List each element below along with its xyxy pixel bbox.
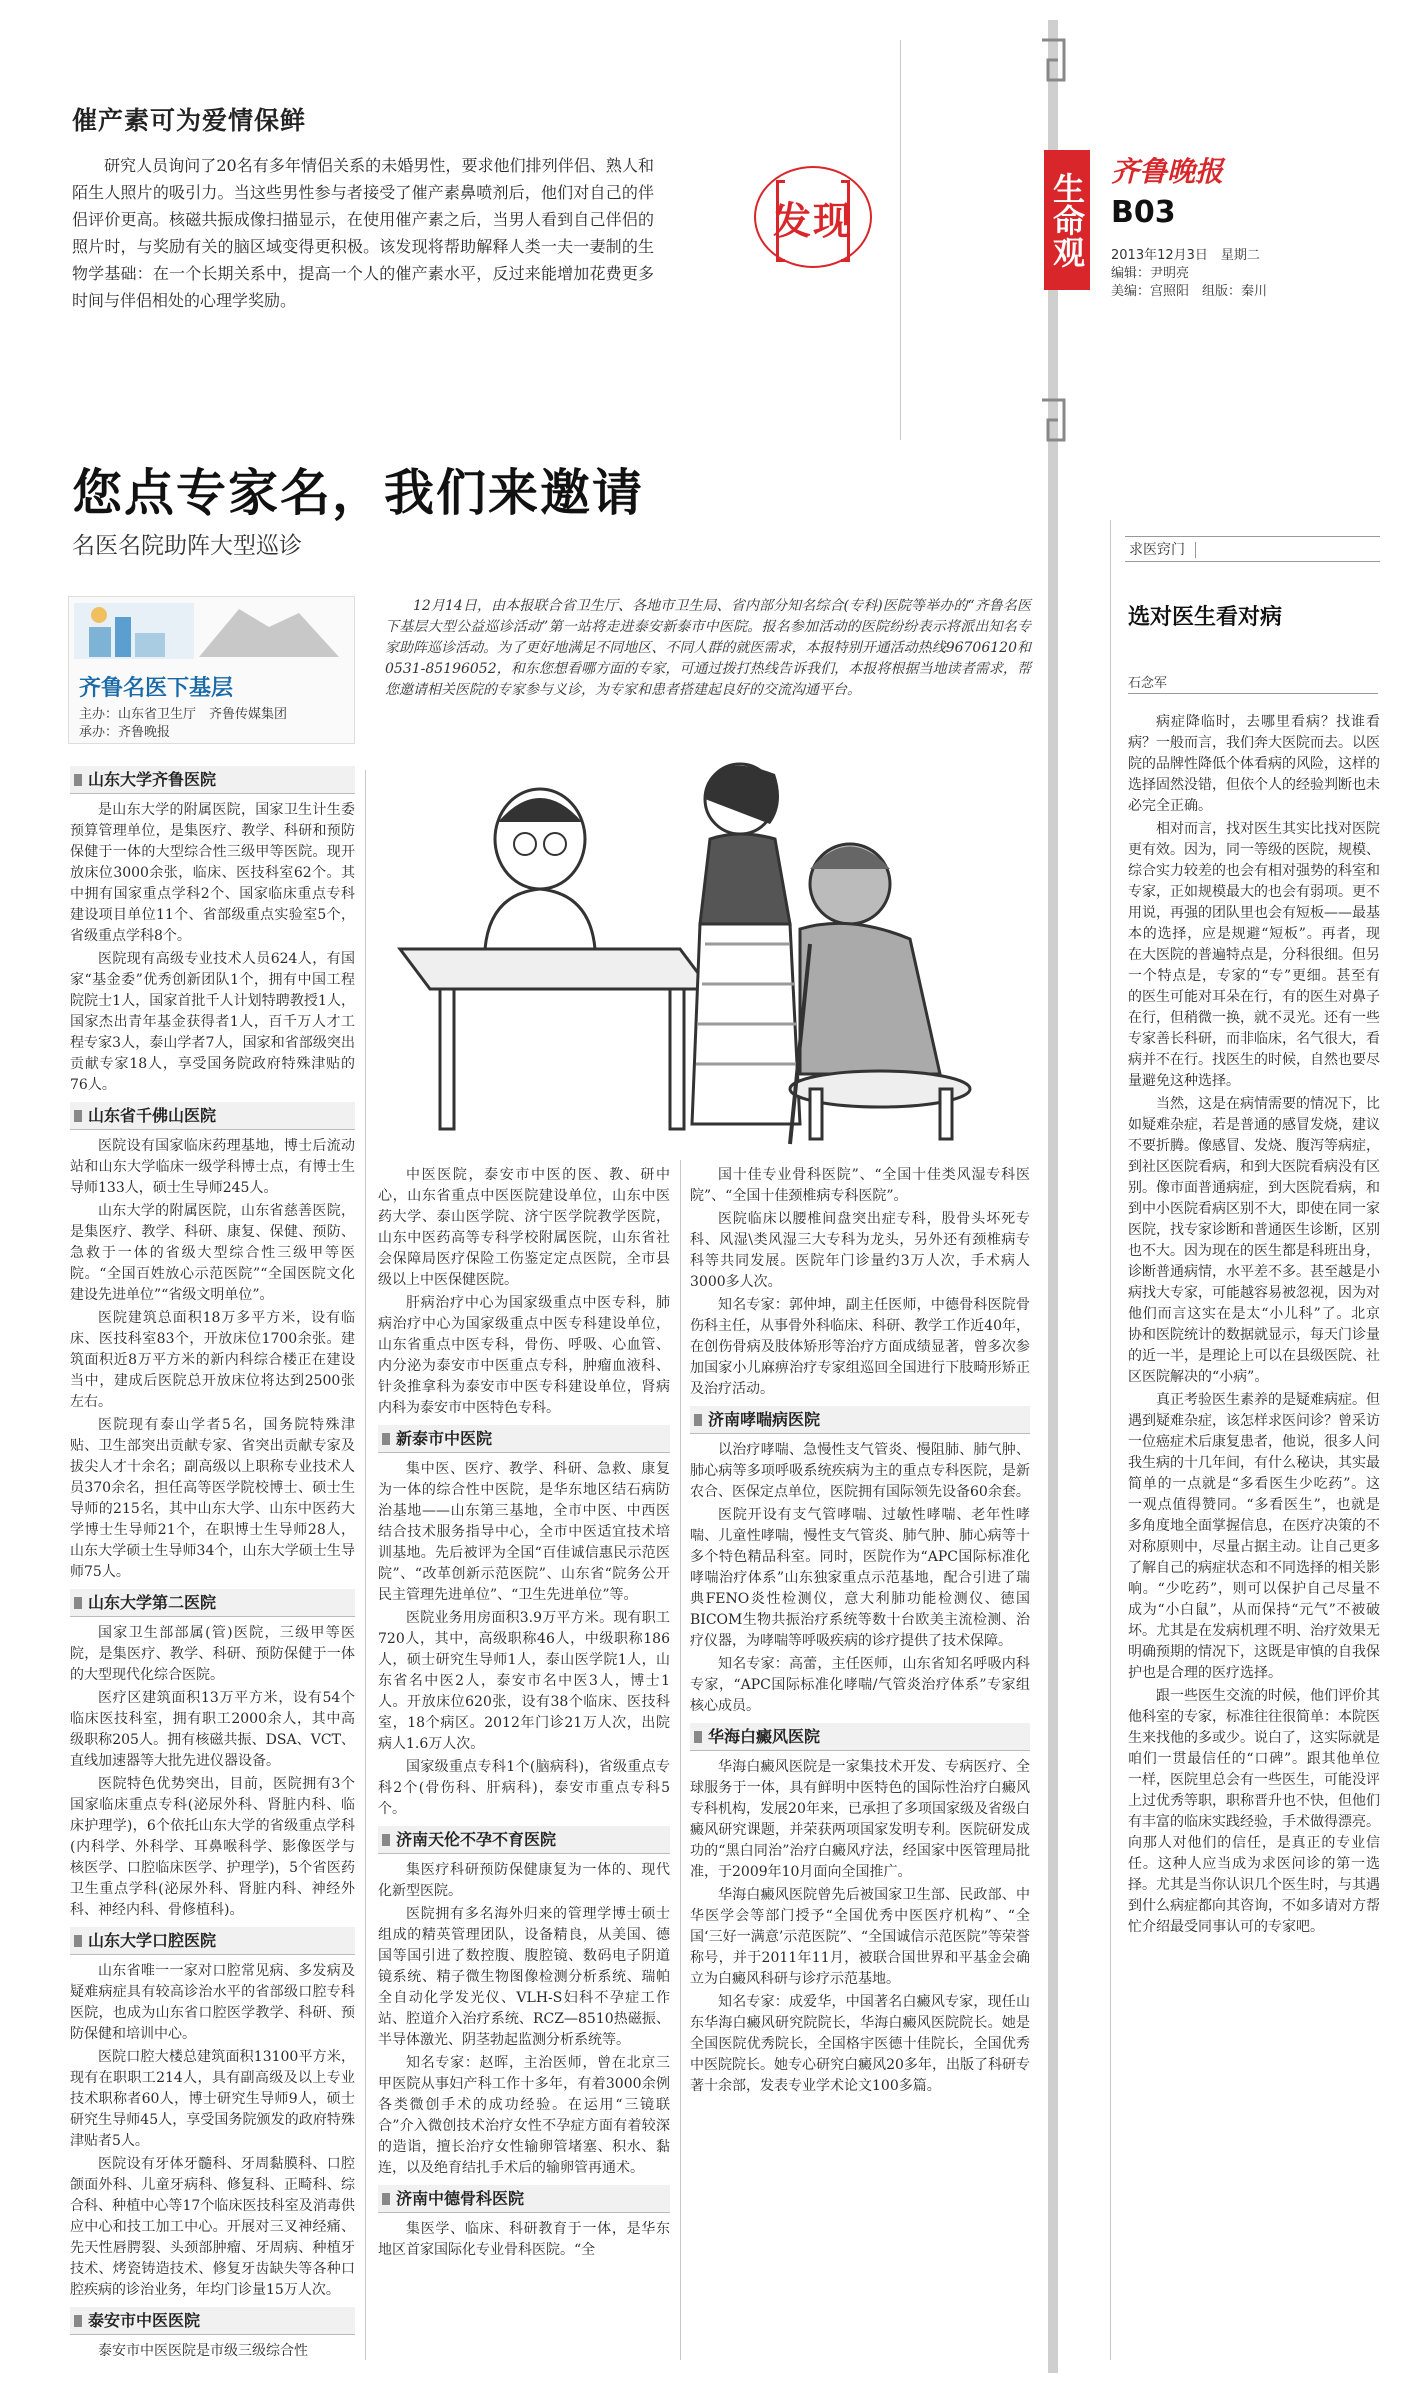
paragraph: 国家卫生部部属(管)医院，三级甲等医院，是集医疗、教学、科研、预防保健于一体的大型现代化综合医院。 bbox=[70, 1625, 355, 1683]
paragraph: 知名专家：赵晖，主治医师，曾在北京三甲医院从事妇产科工作十多年，有着3000余例各类微创手术的成功经验。在运用“三镜联合”介入微创技术治疗女性不孕症方面有着较深的造诣，擅长治疗女性输卵管堵塞、积水、黏连，以及绝育结扎手术后的输卵管再通术。 bbox=[378, 2055, 670, 2176]
paragraph: 医院临床以腰椎间盘突出症专科，股骨头坏死专科、风湿\类风湿三大专科为龙头，另外还有颈椎病专科等共同发展。医院年门诊量约3万人次，手术病人3000多人次。 bbox=[690, 1211, 1030, 1290]
paragraph: 集医疗科研预防保健康复为一体的、现代化新型医院。 bbox=[378, 1862, 670, 1899]
page-number: B03 bbox=[1111, 195, 1176, 230]
article1-body bbox=[72, 152, 654, 316]
section-head-qilu-hospital: 山东大学齐鲁医院 bbox=[70, 766, 355, 794]
sidebar-body bbox=[1128, 712, 1380, 1940]
paragraph: 医疗区建筑面积13万平方米，设有54个临床医技科室，拥有职工2000余人，其中高级职称205人。拥有核磁共振、DSA、VCT、直线加速器等大批先进仪器设备。 bbox=[70, 1690, 355, 1769]
doctor-consultation-illustration bbox=[380, 744, 1030, 1162]
section-head-qianfoshan-hospital: 山东省千佛山医院 bbox=[70, 1102, 355, 1130]
main-column-3 bbox=[690, 1165, 1030, 2099]
paragraph: 医院口腔大楼总建筑面积13100平方米，现有在职职工214人，具有副高级及以上专业技术职称者60人，博士研究生导师9人，硕士研究生导师45人，享受国务院颁发的政府特殊津贴者5人。 bbox=[70, 2049, 355, 2149]
issue-date: 2013年12月3日 星期二 bbox=[1111, 248, 1260, 263]
article1-paragraph: 研究人员询问了20名有多年情侣关系的未婚男性，要求他们排列伴侣、熟人和陌生人照片的吸引力。当这些男性参与者接受了催产素鼻喷剂后，他们对自己的伴侣评价更高。核磁共振成像扫描显示，在使用催产素之后，当男人看到自己伴侣的照片时，与奖励有关的脑区域变得更积极。该发现将帮助解释人类一夫一妻制的生物学基础：在一个长期关系中，提高一个人的催产素水平，反过来能增加花费更多时间与伴侣相处的心理学奖励。 bbox=[72, 156, 654, 310]
paragraph: 国十佳专业骨科医院”、“全国十佳类风湿专科医院”、“全国十佳颈椎病专科医院”。 bbox=[690, 1167, 1030, 1204]
paper-logo: 齐鲁晚报 bbox=[1111, 155, 1224, 188]
paragraph: 病症降临时，去哪里看病？找谁看病？一般而言，我们奔大医院而去。以医院的品牌性降低个体看病的风险，这样的选择固然没错，但依个人的经验判断也未必完全正确。 bbox=[1128, 714, 1380, 814]
banner-organizer: 主办：山东省卫生厅 齐鲁传媒集团 bbox=[79, 707, 288, 722]
meander-pattern-icon bbox=[1040, 20, 1066, 2373]
section-head-zhongde-hospital: 济南中德骨科医院 bbox=[378, 2185, 670, 2213]
paragraph: 知名专家：成爱华，中国著名白癜风专家，现任山东华海白癜风研究院院长，华海白癜风医院院长。她是全国医院优秀院长，全国格宇医德十佳院长，全国优秀中医院院长。她专心研究白癜风20多年，出版了科研专著十余部，发表专业学术论文100多篇。 bbox=[690, 1994, 1030, 2094]
sidebar-column-label bbox=[1125, 536, 1380, 562]
banner-title: 齐鲁名医下基层 bbox=[79, 676, 234, 701]
paragraph: 医院建筑总面积18万多平方米，设有临床、医技科室83个，开放床位1700余张。建筑面积近8万平方米的新内科综合楼正在建设当中，建成后医院总开放床位将达到2500张左右。 bbox=[70, 1310, 355, 1410]
city-skyline-icon bbox=[69, 597, 354, 667]
main-intro-text: 12月14日，由本报联合省卫生厅、各地市卫生局、省内部分知名综合(专科)医院等举办的“齐鲁名医下基层大型公益巡诊活动”第一站将走进泰安新泰市中医院。报名参加活动的医院纷纷表示将派出知名专家助阵巡诊活动。为了更好地满足不同地区、不同人群的就医需求，本报特别开通活动热线96706120和0531-85196052，和东您想看哪方面的专家，可通过拨打热线告诉我们，本报将根据当地读者需求，帮您邀请相关医院的专家参与义诊，为专家和患者搭建起良好的交流沟通平台。 bbox=[385, 598, 1031, 698]
editor-credit: 编辑：尹明亮 bbox=[1111, 266, 1190, 281]
paragraph: 医院设有国家临床药理基地，博士后流动站和山东大学临床一级学科博士点，有博士生导师133人，硕士生导师245人。 bbox=[70, 1138, 355, 1196]
paragraph: 医院特色优势突出，目前，医院拥有3个国家临床重点专科(泌尿外科、肾脏内科、临床护理学)，6个依托山东大学的省级重点学科(内科学、外科学、耳鼻喉科学、影像医学与核医学、口腔临床医学、护理学)，5个省医药卫生重点学科(泌尿外科、肾脏内科、神经外科、神经内科、骨修植科)。 bbox=[70, 1776, 355, 1918]
paragraph: 是山东大学的附属医院，国家卫生计生委预算管理单位，是集医疗、教学、科研和预防保健于一体的大型综合性三级甲等医院。现开放床位3000余张，临床、医技科室62个。其中拥有国家重点学科2个、国家临床重点专科建设项目单位11个、省部级重点实验室5个，省级重点学科8个。 bbox=[70, 802, 355, 944]
paragraph: 真正考验医生素养的是疑难病症。但遇到疑难杂症，该怎样求医问诊？曾采访一位癌症术后康复患者，他说，很多人问我生病的十几年间，有什么秘诀，其实最简单的一点就是“多看医生少吃药”。这一观点值得赞同。“多看医生”，也就是多角度地全面掌握信息，在医疗决策的不对称原则中，尽量占据主动。让自己更多了解自己的病症状态和不同选择的相关影响。“少吃药”，则可以保护自己尽量不成为“小白鼠”，从而保持“元气”不被破坏。尤其是在发病机理不明、治疗效果无明确预期的情况下，这既是审慎的自我保护也是合理的医疗选择。 bbox=[1128, 1392, 1380, 1681]
decorative-border bbox=[1040, 20, 1066, 2373]
section-head-asthma-hospital: 济南哮喘病医院 bbox=[690, 1406, 1030, 1434]
paragraph: 中医医院，泰安市中医的医、教、研中心，山东省重点中医医院建设单位，山东中医药大学、泰山医学院、济宁医学院教学医院，山东中医药高等专科学校附属医院，山东省社会保障局医疗保险工伤鉴定定点医院，全市县级以上中医保健医院。 bbox=[378, 1167, 670, 1288]
event-banner bbox=[68, 596, 355, 744]
paragraph: 集医学、临床、科研教育于一体，是华东地区首家国际化专业骨科医院。“全 bbox=[378, 2221, 670, 2258]
discovery-tag-label: 发现 bbox=[772, 198, 853, 243]
paragraph: 医院设有牙体牙髓科、牙周黏膜科、口腔颌面外科、儿童牙病科、修复科、正畸科、综合科、种植中心等17个临床医技科室及消毒供应中心和技工加工中心。开展对三叉神经痛、先天性唇腭裂、头颈部肿瘤、牙周病、种植牙技术、烤瓷铸造技术、修复牙齿缺失等各种口腔疾病的诊治业务，年均门诊量15万人次。 bbox=[70, 2156, 355, 2298]
doctor-patient-icon bbox=[380, 744, 1030, 1162]
paragraph: 国家级重点专科1个(脑病科)，省级重点专科2个(骨伤科、肝病科)，泰安市重点专科5个。 bbox=[378, 1759, 670, 1817]
main-column-2 bbox=[378, 1165, 670, 2263]
main-title: 您点专家名，我们来邀请 bbox=[72, 464, 644, 522]
paragraph: 泰安市中医医院是市级三级综合性 bbox=[98, 2343, 308, 2359]
paragraph: 山东省唯一一家对口腔常见病、多发病及疑难病症具有较高诊治水平的省部级口腔专科医院，也成为山东省口腔医学教学、科研、预防保健和培训中心。 bbox=[70, 1963, 355, 2042]
paragraph: 医院现有泰山学者5名，国务院特殊津贴、卫生部突出贡献专家、省突出贡献专家及拔尖人才十余名；副高级以上职称专业技术人员370余名，担任高等医学院校博士、硕士生导师的215名，其中山东大学、山东中医药大学博士生导师21个，在职博士生导师28人，山东大学硕士生导师34个，山东大学硕士生导师75人。 bbox=[70, 1417, 355, 1580]
paragraph: 集中医、医疗、教学、科研、急救、康复为一体的综合性中医院，是华东地区结石病防治基地——山东第三基地，全市中医、中西医结合技术服务指导中心，全市中医适宜技术培训基地。先后被评为全国“百佳诚信惠民示范医院”、“改革创新示范医院”、山东省“院务公开民主管理先进单位”、“卫生先进单位”等。 bbox=[378, 1461, 670, 1603]
main-column-1 bbox=[70, 760, 355, 2364]
sidebar-author: 石念军 bbox=[1128, 672, 1378, 694]
paragraph: 华海白癜风医院曾先后被国家卫生部、民政部、中华医学会等部门授予“全国优秀中医医疗机构”、“全国‘三好一满意’示范医院”、“全国诚信示范医院”等荣誉称号，并于2011年11月，被联合国世界和平基金会确立为白癜风科研与诊疗示范基地。 bbox=[690, 1887, 1030, 1987]
paragraph: 当然，这是在病情需要的情况下，比如疑难杂症，若是普通的感冒发烧，建议不要折腾。像感冒、发烧、腹泻等病症，到社区医院看病，和到大医院看病没有区别。像市面普通病症，到大医院看病，和到中小医院看病区别不大，即使在同一家医院，找专家诊断和普通医生诊断，区别也不大。因为现在的医生都是科班出身，诊断普通病情，水平差不多。甚至越是小病找大专家，可能越容易被忽视，因为对他们而言这实在是太“小儿科”了。北京协和医院统计的数据就显示，每天门诊量的近一半，是理论上可以在县级医院、社区医院解决的“小病”。 bbox=[1128, 1096, 1380, 1385]
paragraph: 医院业务用房面积3.9万平方米。现有职工720人，其中，高级职称46人，中级职称186人，硕士研究生导师1人，泰山医学院1人，山东省名中医2人，泰安市名中医3人，博士1人。开放床位620张，设有38个临床、医技科室，18个病区。2012年门诊21万人次，出院病人1.6万人次。 bbox=[378, 1610, 670, 1752]
paragraph: 相对而言，找对医生其实比找对医院更有效。因为，同一等级的医院，规模、综合实力较差的也会有相对强势的科室和专家，正如规模最大的也会有弱项。更不用说，再强的团队里也会有短板——最基本的选择，应是规避“短板”。再者，现在大医院的普遍特点是，分科很细。但另一个特点是，专家的“专”更细。甚至有的医生可能对耳朵在行，有的医生对鼻子在行，但稍微一换，就不灵光。还有一些专家善长科研，而非临床，名气很大，看病并不在行。找医生的时候，自然也要尽量避免这种选择。 bbox=[1128, 821, 1380, 1089]
paragraph: 跟一些医生交流的时候，他们评价其他科室的专家，标准往往很简单：本院医生来找他的多或少。说白了，这实际就是咱们一贯最信任的“口碑”。跟其他单位一样，医院里总会有一些医生，可能没评上过优秀等职，职称晋升也不快，但他们有丰富的临床实践经验，手术做得漂亮。向那人对他们的信任，是真正的专业信任。这种人应当成为求医问诊的第一选择。尤其是当你认识几个医生时，与其遇到什么病症都向其咨询，不如多请对方帮忙介绍最受同事认可的专家吧。 bbox=[1128, 1688, 1380, 1935]
section-head-xintai-tcm-hospital: 新泰市中医院 bbox=[378, 1425, 670, 1453]
sidebar-title: 选对医生看对病 bbox=[1128, 605, 1283, 630]
main-subtitle: 名医名院助阵大型巡诊 bbox=[72, 533, 302, 559]
article1-title: 催产素可为爱情保鲜 bbox=[72, 106, 307, 135]
section-head-huahai-hospital: 华海白癜风医院 bbox=[690, 1723, 1030, 1751]
paragraph: 肝病治疗中心为国家级重点中医专科，肺病治疗中心为国家级重点中医专科建设单位，山东省重点中医专科，骨伤、呼吸、心血管、内分泌为泰安市中医重点专科，肿瘤血液科、针灸推拿科为泰安市中医专科建设单位，肾病内科为泰安市中医特色专科。 bbox=[378, 1295, 670, 1416]
design-credit: 美编：宫照阳 组版：秦川 bbox=[1111, 284, 1268, 299]
discovery-tag bbox=[754, 166, 872, 268]
section-head-second-hospital: 山东大学第二医院 bbox=[70, 1589, 355, 1617]
paragraph: 医院拥有多名海外归来的管理学博士硕士组成的精英管理团队，设备精良，从美国、德国等国引进了数控腹、腹腔镜、数码电子阴道镜系统、精子微生物图像检测分析系统、瑞帕全自动化学发光仪、VLH-S妇科不孕症工作站、腔道介入治疗系统、RCZ—8510热磁振、半导体激光、阴茎勃起监测分析系统等。 bbox=[378, 1906, 670, 2048]
section-head-tianlun-hospital: 济南天伦不孕不育医院 bbox=[378, 1826, 670, 1854]
paragraph: 山东大学的附属医院，山东省慈善医院，是集医疗、教学、科研、康复、保健、预防、急救于一体的省级大型综合性三级甲等医院。“全国百姓放心示范医院”“全国医院文化建设先进单位”“省级文明单位”。 bbox=[70, 1203, 355, 1303]
section-head-stomatology-hospital: 山东大学口腔医院 bbox=[70, 1927, 355, 1955]
sidebar-column-label-text: 求医窍门 bbox=[1125, 542, 1196, 558]
paragraph: 医院现有高级专业技术人员624人，有国家“基金委”优秀创新团队1个，拥有中国工程院院士1人，国家首批千人计划特聘教授1人，国家杰出青年基金获得者1人，百千万人才工程专家3人，泰山学者7人，国家和省部级突出贡献专家18人，享受国务院政府特殊津贴的76人。 bbox=[70, 951, 355, 1093]
paragraph: 知名专家：高蕾，主任医师，山东省知名呼吸内科专家，“APC国际标准化哮喘/气管炎治疗体系”专家组核心成员。 bbox=[690, 1656, 1030, 1714]
paragraph: 以治疗哮喘、急慢性支气管炎、慢阻肺、肺气肿、肺心病等多项呼吸系统疾病为主的重点专科医院，是新农合、医保定点单位，医院拥有国际领先设备60余套。 bbox=[690, 1442, 1030, 1500]
section-badge bbox=[1044, 150, 1090, 290]
paragraph: 知名专家：郭仲坤，副主任医师，中德骨科医院骨伤科主任，从事骨外科临床、科研、教学工作近40年，在创伤骨病及肢体矫形等治疗方面成绩显著，曾多次参加国家小儿麻痹治疗专家组巡回全国进行下肢畸形矫正及治疗活动。 bbox=[690, 1297, 1030, 1397]
paragraph: 医院开设有支气管哮喘、过敏性哮喘、老年性哮喘、儿童性哮喘，慢性支气管炎、肺气肿、肺心病等十多个特色精品科室。同时，医院作为“APC国际标准化哮喘治疗体系”山东独家重点示范基地，配合引进了瑞典FENO炎性检测仪，意大利肺功能检测仪、德国BICOM生物共振治疗系统等数十台欧美主流检测、治疗仪器，为哮喘等呼吸疾病的诊疗提供了技术保障。 bbox=[690, 1507, 1030, 1649]
section-head-taian-tcm-hospital: 泰安市中医医院 bbox=[70, 2307, 355, 2335]
banner-undertaker: 承办：齐鲁晚报 bbox=[79, 725, 171, 740]
main-intro bbox=[385, 596, 1031, 701]
section-name: 生命观 bbox=[1048, 172, 1086, 268]
paragraph: 华海白癜风医院是一家集技术开发、专病医疗、全球服务于一体，具有鲜明中医特色的国际性治疗白癜风专科机构，发展20年来，已承担了多项国家级及省级白癜风研究课题，并荣获两项国家发明专利。医院研发成功的“黑白同治”治疗白癜风疗法，经国家中医管理局批准，于2009年10月面向全国推广。 bbox=[690, 1759, 1030, 1880]
